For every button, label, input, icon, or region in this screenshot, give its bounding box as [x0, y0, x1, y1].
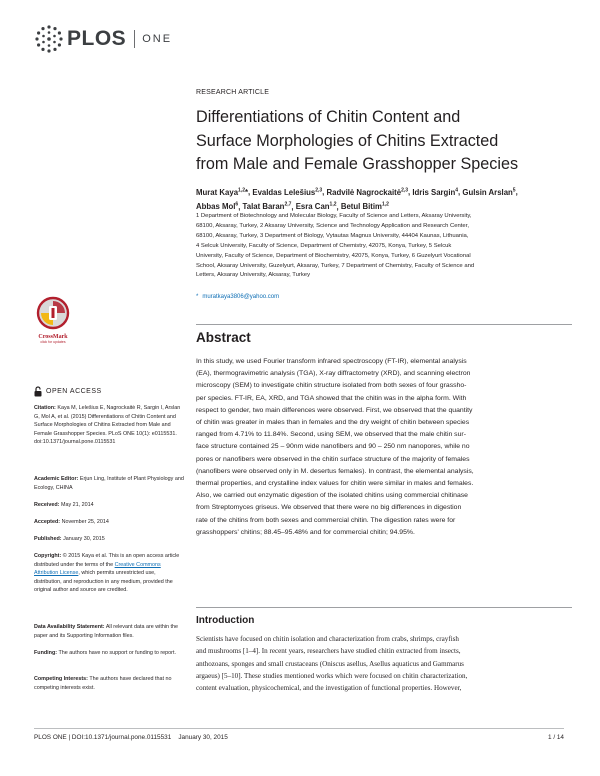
author[interactable]: Idris Sargin$^4$ — [412, 187, 459, 197]
open-access-badge — [34, 386, 184, 397]
abstract-top-rule — [196, 324, 572, 325]
affiliation-line: University, Faculty of Science, Department of Biochemistry, 42075, Konya, Turkey, 6 Guzelyurt Vocational — [196, 252, 471, 259]
corresponding-email[interactable] — [196, 294, 572, 300]
open-lock-icon — [34, 386, 42, 397]
affiliation-line: 68100, Aksaray, Turkey, 3 Department of Biology, Vytautas Magnus University, 44404 Kaunas, Lithuania, — [196, 232, 469, 239]
affiliation-line: Letters, Aksaray University, Aksaray, Turkey — [196, 272, 311, 279]
logo-plos-text: PLOS — [67, 27, 127, 50]
editor-block: Academic Editor: Erjun Ling, Institute of Plant Physiology and Ecology, CHINA — [34, 476, 184, 491]
copyright-block: Copyright: © 2015 Kaya et al. This is an open access article distributed under the terms of the Creative Commons Attribution License, which permits unrestricted use, distribution, and reproduction in any medium, provided the original author and source are credited. — [34, 553, 180, 594]
crossmark-sub: click for updates — [40, 340, 66, 344]
author[interactable]: Murat Kaya$^{1,2}$* — [196, 187, 249, 197]
affiliation-line: 68100, Aksaray, Turkey, 2 Aksaray University, Science and Technology Application and Research Center, — [196, 222, 469, 229]
footer-rule — [34, 728, 564, 729]
introduction-heading: Introduction — [196, 615, 255, 626]
author[interactable]: Betul Bitim$^{1,2}$ — [340, 201, 389, 212]
published-block: Published: January 30, 2015 — [34, 536, 105, 542]
introduction-body: Scientists have focused on chitin isolation and characterization from crabs, shrimps, crayfish and mushrooms [1–4]. In recent years, researchers have studied chitin extracted from insects, anthozoans, sponges and small crustaceans (Oniscus asellus, Asellus aquaticus and Gammarus argaeus) [5–10]. These studies mentioned works which were focused on chitin characterization, content evaluation, physicochemical, and the investigation of functional properties. However, — [196, 635, 468, 693]
crossmark-icon — [36, 296, 70, 330]
asterisk-icon: * — [196, 294, 199, 300]
logo-one-text: ONE — [142, 33, 173, 45]
author[interactable]: Gulsin Arslan$^5$ — [462, 187, 516, 197]
affiliation-line: School, Aksaray University, Guzelyurt, Aksaray, Turkey, 7 Department of Chemistry, Faculty of Science and — [196, 262, 475, 269]
title-line: Surface Morphologies of Chitins Extracted — [196, 131, 499, 150]
title-line: Differentiations of Chitin Content and — [196, 108, 461, 126]
footer-citation: PLOS ONE | DOI:10.1371/journal.pone.0115531 January 30, 2015 — [34, 734, 228, 741]
title-line: from Male and Female Grasshopper Species — [196, 155, 519, 173]
plos-one-logo[interactable] — [34, 24, 172, 54]
page-footer — [34, 734, 564, 741]
citation-block: Citation: Kaya M, Lelešius E, Nagrockaitė R, Sargin I, Arslan G, Mol A, et al. (2015) Differentiations of Chitin Content and Surface Morphologies of Chitins Extracted from Male and Female Grasshopper Species. PLoS ONE 10(1): e0115531. doi:10.1371/journal.pone.0115531 — [34, 405, 181, 446]
license-link[interactable]: Creative Commons Attribution License — [34, 561, 161, 577]
logo-divider — [134, 30, 135, 48]
received-block: Received: May 21, 2014 — [34, 502, 94, 508]
open-access-label: OPEN ACCESS — [46, 388, 102, 395]
crossmark-badge[interactable] — [34, 296, 72, 344]
affiliation-line: 4 Selcuk University, Faculty of Science, Department of Chemistry, 42075, Konya, Turkey, 5 Selcuk — [196, 242, 452, 249]
page-number: 1 / 14 — [548, 734, 564, 741]
author[interactable]: Radvilė Nagrockaitė$^{2,3}$ — [326, 187, 409, 197]
affiliation-line: 1 Department of Biotechnology and Molecular Biology, Faculty of Science and Letters, Aksaray University, — [196, 213, 472, 219]
article-type: RESEARCH ARTICLE — [196, 89, 270, 96]
author[interactable]: Abbas Mol$^6$ — [196, 201, 239, 212]
plos-dots-icon — [34, 24, 64, 54]
article-title — [196, 106, 572, 177]
author[interactable]: Talat Baran$^{2,7}$ — [242, 201, 292, 212]
affiliations — [196, 212, 572, 281]
intro-top-rule — [196, 607, 572, 608]
competing-interests-block: Competing Interests: The authors have declared that no competing interests exist. — [34, 676, 172, 691]
author[interactable]: Esra Can$^{1,2}$ — [295, 201, 337, 212]
abstract-body: In this study, we used Fourier transform infrared spectroscopy (FT-IR), elemental analysis (EA), thermogravimetric analysis (TGA), X-ray diffractometry (XRD), and scanning electron microscopy (SEM) to investigate chitin structure isolated from both sexes of four grassho- per species. FT-IR, EA, XRD, and TGA showed that the chitin was in the alpha form. With respect to gender, two main differences were observed. First, we observed that the quantity of chitin was greater in males than in females and the dry weight of chitin between species ranged from 4.71% to 11.84%. Second, using SEM, we observed that the male chitin sur- face structure contained 25 – 90nm wide nanofibers and 90 – 250 nm nanopores, while no pores or nanofibers were observed in the chitin surface structure of the majority of females (nanofibers were observed only in M. desertus females). In contrast, the elemental analysis, thermal properties, and crystalline index values for chitin were similar in males and females. Also, we carried out enzymatic digestion of the isolated chitins using commercial chitinase from Streptomyces griseus. We observed that there were no big differences in digestion rate of the chitins from both sexes and commercial chitin. The digestion rates were for grasshoppers' chitins; 88.45–95.48% and for commercial chitin; 94.95%. — [196, 358, 474, 536]
accepted-block: Accepted: November 25, 2014 — [34, 519, 109, 525]
crossmark-label: CrossMark — [38, 334, 68, 340]
abstract-heading: Abstract — [196, 330, 251, 345]
author[interactable]: Evaldas Lelešius$^{2,3}$ — [252, 187, 323, 197]
data-availability-block: Data Availability Statement: All relevant data are within the paper and its Supporting Information files. — [34, 624, 179, 639]
funding-block: Funding: The authors have no support or funding to report. — [34, 650, 176, 656]
email-link[interactable]: muratkaya3806@yahoo.com — [202, 294, 280, 300]
author-list: Murat Kaya$^{1,2}$*, Evaldas Lelešius$^{2,3}$, Radvilė Nagrockaitė$^{2,3}$, Idris Sargin$^4$, Gulsin Arslan$^5$, Abbas Mol$^6$, Talat Baran$^{2,7}$, Esra Can$^{1,2}$, Betul Bitim$^{1,2}$ — [196, 187, 518, 212]
